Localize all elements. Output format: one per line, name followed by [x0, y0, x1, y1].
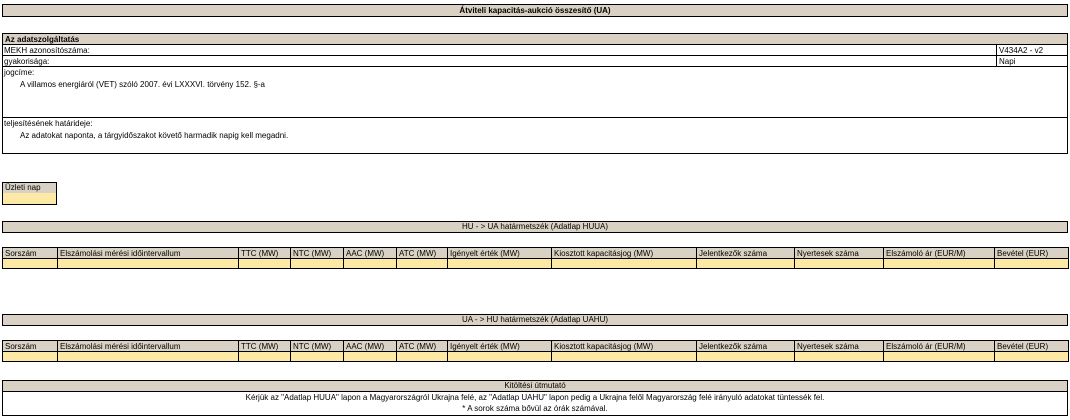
data-cell[interactable]	[884, 352, 995, 362]
data-cell[interactable]	[884, 259, 995, 269]
col-header: ATC (MW)	[397, 340, 448, 352]
col-header: Elszámolási mérési időintervallum	[58, 340, 239, 352]
freq-row	[2, 56, 1068, 67]
col-header: TTC (MW)	[239, 340, 291, 352]
col-header: Sorszám	[3, 340, 58, 352]
data-cell[interactable]	[3, 259, 58, 269]
col-header: Jelentkezők száma	[697, 247, 795, 259]
col-header: Sorszám	[3, 247, 58, 259]
data-cell[interactable]	[344, 259, 397, 269]
data-cell[interactable]	[344, 352, 397, 362]
data-cell[interactable]	[552, 259, 697, 269]
col-header: TTC (MW)	[239, 247, 291, 259]
col-header: ATC (MW)	[397, 247, 448, 259]
data-cell[interactable]	[397, 259, 448, 269]
data-cell[interactable]	[795, 259, 884, 269]
mekh-row	[2, 45, 1068, 56]
instructions-line2: * A sorok száma bővül az órák számával.	[462, 404, 608, 413]
data-cell[interactable]	[291, 259, 344, 269]
col-header: Jelentkezők száma	[697, 340, 795, 352]
data-cell[interactable]	[697, 259, 795, 269]
data-cell[interactable]	[58, 352, 239, 362]
col-header: Elszámolási mérési időintervallum	[58, 247, 239, 259]
deadline-value: Az adatokat naponta, a tárgyidőszakot követő harmadik napig kell megadni.	[20, 131, 289, 140]
legal-label: jogcíme:	[4, 68, 35, 77]
table-huua-header	[2, 247, 1069, 259]
col-header: Kiosztott kapacitásjog (MW)	[552, 247, 697, 259]
col-header: Igényelt érték (MW)	[448, 247, 552, 259]
instructions-title: Kitöltési útmutató	[2, 380, 1068, 392]
col-header: AAC (MW)	[344, 247, 397, 259]
deadline-label: teljesítésének határideje:	[4, 119, 93, 128]
page-title: Átviteli kapacitás-aukció összesítő (UA)	[2, 4, 1068, 17]
data-cell[interactable]	[291, 352, 344, 362]
col-header: NTC (MW)	[291, 247, 344, 259]
info-header: Az adatszolgáltatás	[2, 33, 1068, 45]
section-huua-title: HU - > UA határmetszék (Adatlap HUUA)	[2, 221, 1068, 233]
col-header: Bevétel (EUR)	[995, 247, 1069, 259]
data-cell[interactable]	[58, 259, 239, 269]
instructions-line1: Kérjük az "Adatlap HUUA" lapon a Magyarországról Ukrajna felé, az "Adatlap UAHU" lapon pedig a Ukrajna felől Magyarország felé irányuló adatokat tüntessék fel.	[245, 393, 825, 402]
data-cell[interactable]	[552, 352, 697, 362]
mekh-value: V434A2 - v2	[999, 46, 1044, 55]
table-uahu-header	[2, 340, 1069, 352]
col-header: Elszámoló ár (EUR/M)	[884, 340, 995, 352]
freq-label: gyakorisága:	[4, 57, 50, 66]
data-cell[interactable]	[448, 259, 552, 269]
col-header: Elszámoló ár (EUR/M)	[884, 247, 995, 259]
table-uahu-row	[2, 352, 1069, 362]
data-cell[interactable]	[697, 352, 795, 362]
col-header: NTC (MW)	[291, 340, 344, 352]
col-header: Igényelt érték (MW)	[448, 340, 552, 352]
section-uahu-title: UA - > HU határmetszék (Adatlap UAHU)	[2, 314, 1068, 326]
mekh-label: MEKH azonosítószáma:	[4, 46, 90, 55]
col-header: Nyertesek száma	[795, 247, 884, 259]
data-cell[interactable]	[397, 352, 448, 362]
data-cell[interactable]	[239, 352, 291, 362]
data-cell[interactable]	[3, 352, 58, 362]
legal-divider	[2, 117, 1068, 118]
col-header: AAC (MW)	[344, 340, 397, 352]
data-cell[interactable]	[239, 259, 291, 269]
freq-value: Napi	[999, 57, 1016, 66]
data-cell[interactable]	[448, 352, 552, 362]
business-day-input[interactable]	[2, 193, 57, 205]
col-header: Bevétel (EUR)	[995, 340, 1069, 352]
data-cell[interactable]	[795, 352, 884, 362]
table-huua-row	[2, 259, 1069, 269]
legal-value: A villamos energiáról (VET) szóló 2007. évi LXXXVI. törvény 152. §-a	[20, 80, 266, 89]
business-day-label: Üzleti nap	[2, 182, 57, 194]
data-cell[interactable]	[995, 259, 1069, 269]
col-header: Kiosztott kapacitásjog (MW)	[552, 340, 697, 352]
col-header: Nyertesek száma	[795, 340, 884, 352]
data-cell[interactable]	[995, 352, 1069, 362]
